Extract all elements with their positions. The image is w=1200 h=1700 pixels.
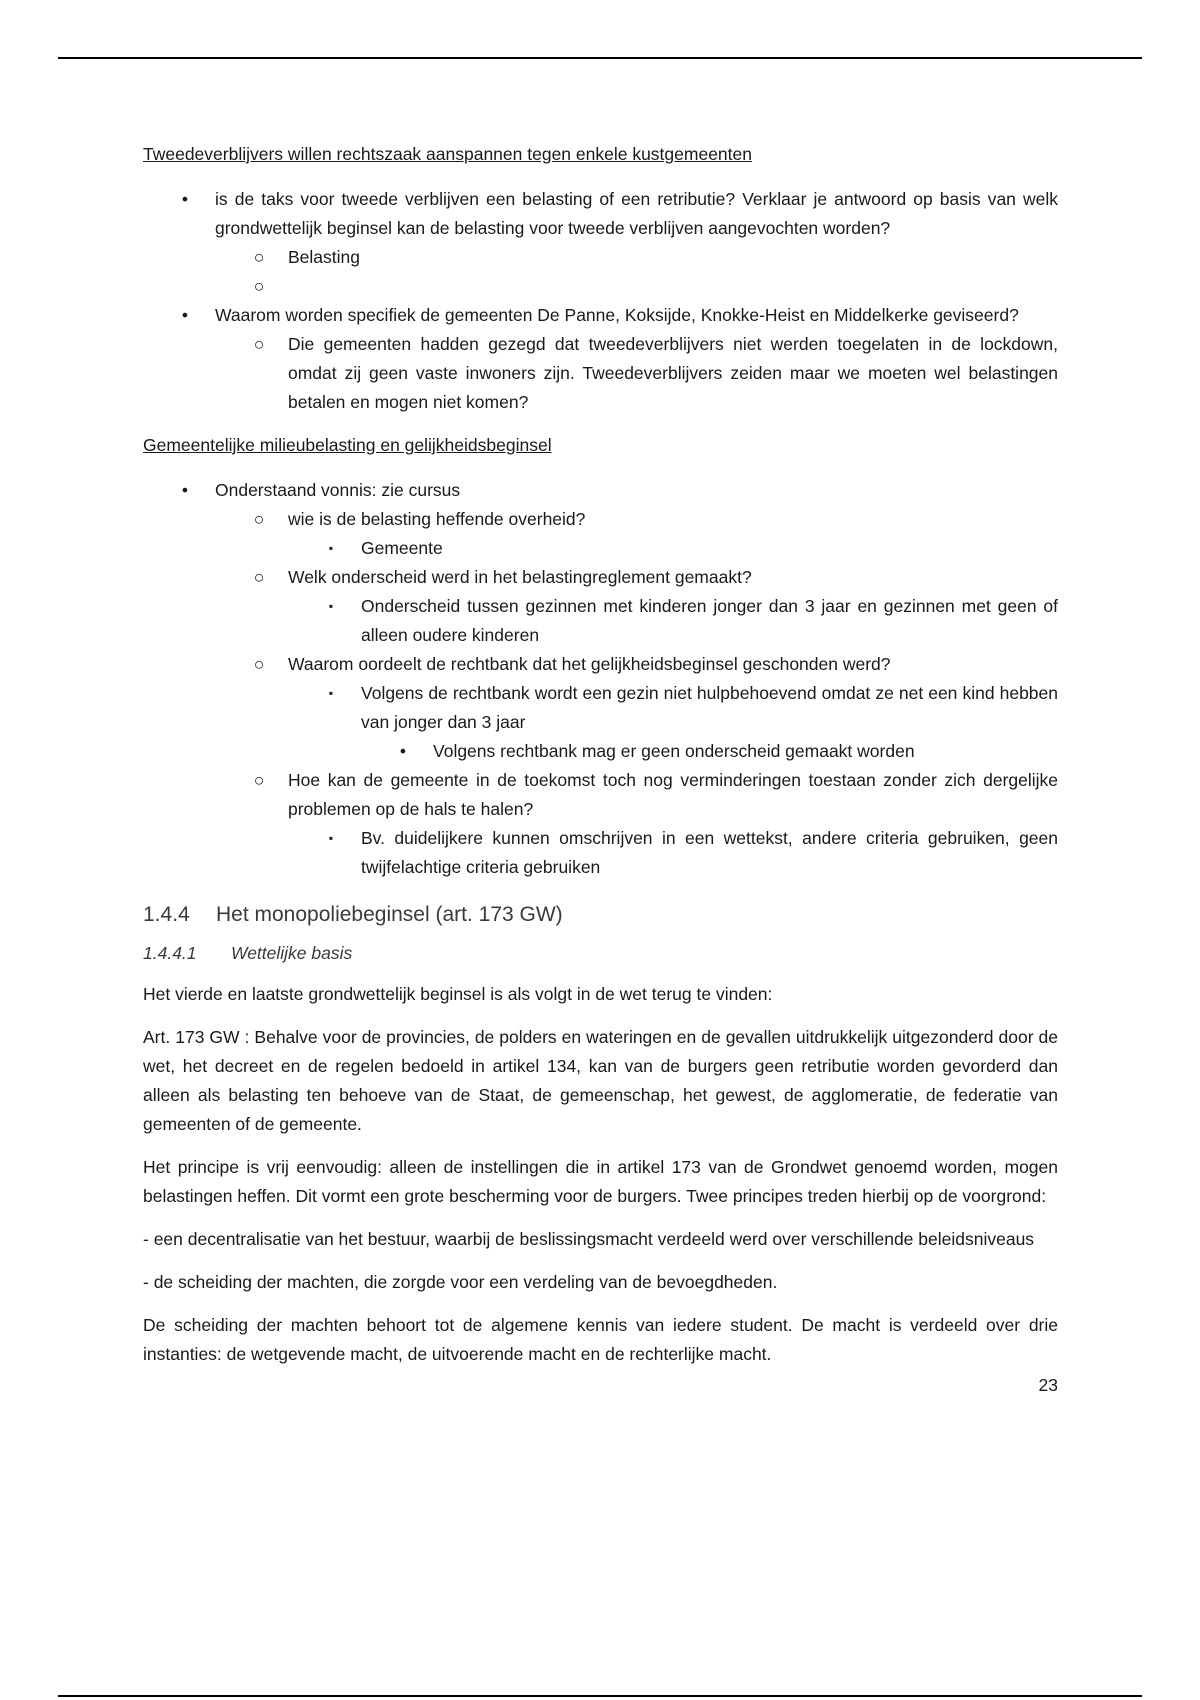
footer-rule	[58, 1695, 1142, 1697]
square-marker: ▪	[328, 831, 334, 845]
paragraph: Het vierde en laatste grondwettelijk beginsel is als volgt in de wet terug te vinden:	[143, 984, 773, 1004]
paragraph: De scheiding der machten behoort tot de algemene kennis van iedere student. De macht is verdeeld over drie instanties: de wetgevende macht, de uitvoerende macht en de rechterlijke macht.	[143, 1315, 1058, 1364]
square-marker: ▪	[328, 599, 334, 613]
section-title: Het monopoliebeginsel (art. 173 GW)	[216, 903, 563, 926]
item-text: Onderstaand vonnis: zie cursus	[215, 480, 461, 500]
header-rule	[58, 57, 1142, 59]
answer-text: Gemeente	[361, 538, 443, 558]
circle-marker: ○	[253, 654, 265, 674]
circle-marker: ○	[253, 770, 265, 790]
bullet-marker: •	[181, 189, 189, 209]
list-item	[143, 563, 1058, 592]
question-text: wie is de belasting heffende overheid?	[288, 509, 586, 529]
page-number: 23	[1038, 1375, 1058, 1395]
section-heading-tweedeverblijvers: Tweedeverblijvers willen rechtszaak aanspannen tegen enkele kustgemeenten	[143, 144, 752, 164]
question-text: Hoe kan de gemeente in de toekomst toch nog verminderingen toestaan zonder zich dergelijke problemen op de hals te halen?	[288, 770, 1058, 819]
bullet-marker: •	[181, 305, 189, 325]
square-marker: ▪	[328, 541, 334, 555]
list-item	[143, 534, 1058, 563]
document-page	[143, 140, 1058, 1400]
answer-text: Die gemeenten hadden gezegd dat tweedeverblijvers niet werden toegelaten in de lockdown, omdat zij geen vaste inwoners zijn. Tweedeverblijvers zeiden maar we moeten wel belastingen betalen en mogen niet komen?	[288, 334, 1058, 412]
list-item	[143, 824, 1058, 882]
question-text: is de taks voor tweede verblijven een belasting of een retributie? Verklaar je antwoord op basis van welk grondwettelijk beginsel kan de belasting voor tweede verblijven aangevochten worden?	[215, 189, 1058, 238]
subsection-title	[143, 939, 1058, 968]
list-item	[143, 330, 1058, 417]
section-heading-milieubelasting: Gemeentelijke milieubelasting en gelijkheidsbeginsel	[143, 435, 552, 455]
paragraph: - een decentralisatie van het bestuur, waarbij de beslissingsmacht verdeeld werd over verschillende beleidsniveaus	[143, 1229, 1035, 1249]
subsection-title-text: Wettelijke basis	[231, 943, 353, 963]
circle-marker: ○	[253, 247, 265, 267]
answer-text: Volgens rechtbank mag er geen onderscheid gemaakt worden	[433, 741, 915, 761]
list-item-empty	[143, 272, 1058, 301]
circle-marker: ○	[253, 276, 265, 296]
bullet-marker: •	[181, 480, 189, 500]
answer-text: Bv. duidelijkere kunnen omschrijven in een wettekst, andere criteria gebruiken, geen twijfelachtige criteria gebruiken	[361, 828, 1058, 877]
answer-text: Belasting	[288, 247, 360, 267]
list-item	[143, 505, 1058, 534]
square-marker: ▪	[328, 686, 334, 700]
list-item	[143, 679, 1058, 737]
question-text: Welk onderscheid werd in het belastingreglement gemaakt?	[288, 567, 752, 587]
list-item	[143, 243, 1058, 272]
section-title-monopoliebeginsel	[143, 900, 1058, 929]
answer-text: Volgens de rechtbank wordt een gezin niet hulpbehoevend omdat ze net een kind hebben van jonger dan 3 jaar	[361, 683, 1058, 732]
subsection-number: 1.4.4.1	[143, 943, 197, 963]
list-item	[143, 476, 1058, 505]
circle-marker: ○	[253, 509, 265, 529]
circle-marker: ○	[253, 567, 265, 587]
circle-marker: ○	[253, 334, 265, 354]
list-item	[143, 737, 1058, 766]
list-item	[143, 766, 1058, 824]
answer-text: Onderscheid tussen gezinnen met kinderen jonger dan 3 jaar en gezinnen met geen of alleen oudere kinderen	[361, 596, 1058, 645]
list-item	[143, 301, 1058, 330]
paragraph-article-quote: Art. 173 GW : Behalve voor de provincies, de polders en wateringen en de gevallen uitdrukkelijk uitgezonderd door de wet, het decreet en de regelen bedoeld in artikel 134, kan van de burgers geen retributie worden gevorderd dan alleen als belasting ten behoeve van de Staat, de gemeenschap, het gewest, de agglomeratie, de federatie van gemeenten of de gemeente.	[143, 1027, 1058, 1134]
list-item	[143, 650, 1058, 679]
paragraph: - de scheiding der machten, die zorgde voor een verdeling van de bevoegdheden.	[143, 1272, 778, 1292]
question-text: Waarom worden specifiek de gemeenten De Panne, Koksijde, Knokke-Heist en Middelkerke geviseerd?	[215, 305, 1019, 325]
bullet-marker: •	[399, 741, 407, 761]
list-item	[143, 592, 1058, 650]
list-item	[143, 185, 1058, 243]
paragraph: Het principe is vrij eenvoudig: alleen de instellingen die in artikel 173 van de Grondwet genoemd worden, mogen belastingen heffen. Dit vormt een grote bescherming voor de burgers. Twee principes treden hierbij op de voorgrond:	[143, 1157, 1058, 1206]
section-number: 1.4.4	[143, 903, 190, 926]
question-text: Waarom oordeelt de rechtbank dat het gelijkheidsbeginsel geschonden werd?	[288, 654, 891, 674]
